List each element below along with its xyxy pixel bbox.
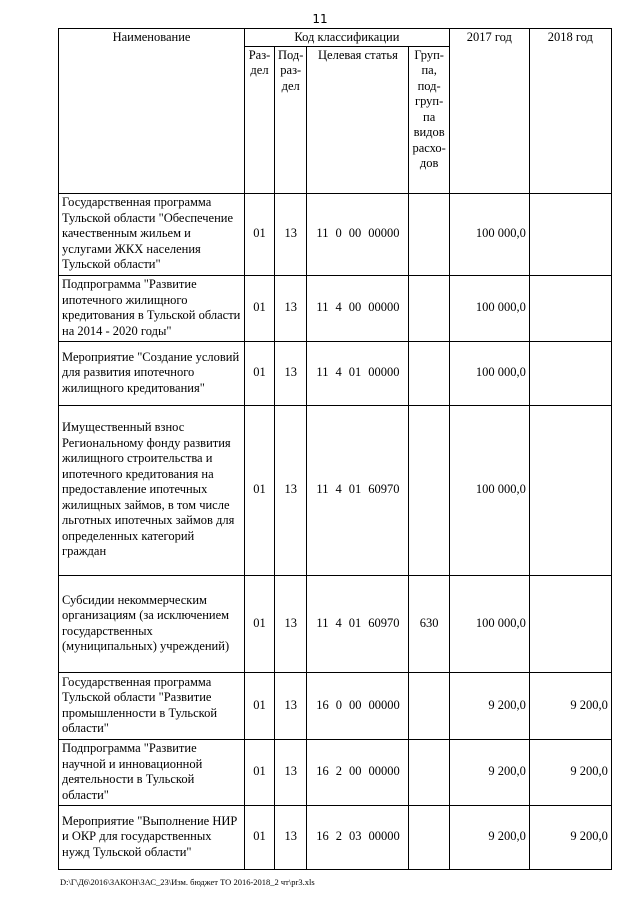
row-amount-2018: 9 200,0 — [529, 672, 611, 739]
footer-file-path: D:\Г\Д6\2016\ЗАКОН\ЗАС_23\Изм. бюджет ТО 2016-2018_2 чт\pr3.xls — [60, 877, 315, 887]
target-activity: 01 — [348, 482, 362, 497]
target-direction: 00000 — [368, 365, 400, 380]
row-amount-2017: 100 000,0 — [449, 575, 529, 672]
target-program: 11 — [316, 615, 329, 630]
header-2017: 2017 год — [449, 29, 529, 194]
target-direction: 60970 — [368, 482, 400, 497]
row-expense-group — [409, 739, 449, 805]
header-target-article: Целевая статья — [307, 46, 409, 193]
row-expense-group — [409, 672, 449, 739]
row-subsection: 13 — [275, 672, 307, 739]
row-section: 01 — [245, 275, 275, 341]
target-program: 11 — [316, 365, 329, 380]
row-expense-group — [409, 275, 449, 341]
row-subsection: 13 — [275, 739, 307, 805]
row-name: Мероприятие "Создание условий для развития ипотечного жилищного кредитования" — [59, 341, 245, 405]
table-header — [59, 29, 612, 194]
page-number: 11 — [312, 12, 328, 26]
header-expense-group: Груп- па, под- груп- па видов расхо- дов — [409, 46, 449, 193]
target-activity: 00 — [348, 226, 362, 241]
row-amount-2018 — [529, 193, 611, 275]
row-target-article — [307, 805, 409, 869]
row-subsection: 13 — [275, 805, 307, 869]
table-row — [59, 341, 612, 405]
header-section: Раз- дел — [245, 46, 275, 193]
row-section: 01 — [245, 575, 275, 672]
row-subsection: 13 — [275, 405, 307, 575]
header-name: Наименование — [59, 29, 245, 194]
row-amount-2017: 9 200,0 — [449, 672, 529, 739]
target-activity: 01 — [348, 615, 362, 630]
target-activity: 00 — [348, 300, 362, 315]
row-amount-2018: 9 200,0 — [529, 805, 611, 869]
target-subprogram: 2 — [335, 764, 342, 779]
target-direction: 00000 — [368, 764, 400, 779]
row-section: 01 — [245, 405, 275, 575]
target-subprogram: 2 — [335, 829, 342, 844]
row-expense-group: 630 — [409, 575, 449, 672]
row-section: 01 — [245, 805, 275, 869]
table-row — [59, 193, 612, 275]
row-target-article — [307, 341, 409, 405]
target-direction: 00000 — [368, 226, 400, 241]
table-row — [59, 805, 612, 869]
target-subprogram: 4 — [335, 365, 342, 380]
target-direction: 00000 — [368, 829, 400, 844]
header-subsection: Под- раз- дел — [275, 46, 307, 193]
row-section: 01 — [245, 739, 275, 805]
row-amount-2018 — [529, 575, 611, 672]
row-name: Мероприятие "Выполнение НИР и ОКР для государственных нужд Тульской области" — [59, 805, 245, 869]
target-activity: 03 — [348, 829, 362, 844]
target-program: 11 — [316, 226, 329, 241]
target-subprogram: 4 — [335, 615, 342, 630]
row-expense-group — [409, 405, 449, 575]
target-subprogram: 0 — [335, 226, 342, 241]
target-program: 11 — [316, 482, 329, 497]
table-body — [59, 193, 612, 869]
table-row — [59, 672, 612, 739]
table-row — [59, 575, 612, 672]
row-subsection: 13 — [275, 193, 307, 275]
row-expense-group — [409, 805, 449, 869]
row-target-article — [307, 739, 409, 805]
row-name: Подпрограмма "Развитие ипотечного жилищного кредитования в Тульской области на 2014 - 2020 годы" — [59, 275, 245, 341]
header-2018: 2018 год — [529, 29, 611, 194]
row-target-article — [307, 275, 409, 341]
row-target-article — [307, 575, 409, 672]
row-target-article — [307, 193, 409, 275]
row-amount-2018 — [529, 275, 611, 341]
table-row — [59, 275, 612, 341]
row-amount-2017: 100 000,0 — [449, 193, 529, 275]
header-classification-code: Код классификации — [245, 29, 450, 47]
row-amount-2017: 9 200,0 — [449, 739, 529, 805]
row-amount-2017: 9 200,0 — [449, 805, 529, 869]
table-row — [59, 739, 612, 805]
target-subprogram: 4 — [335, 482, 342, 497]
target-activity: 00 — [348, 764, 362, 779]
row-amount-2018 — [529, 341, 611, 405]
budget-table — [58, 28, 612, 870]
row-section: 01 — [245, 672, 275, 739]
row-amount-2017: 100 000,0 — [449, 275, 529, 341]
target-program: 16 — [316, 764, 329, 779]
row-name: Государственная программа Тульской области "Развитие промышленности в Тульской области" — [59, 672, 245, 739]
row-subsection: 13 — [275, 275, 307, 341]
row-amount-2018: 9 200,0 — [529, 739, 611, 805]
target-subprogram: 4 — [335, 300, 342, 315]
row-section: 01 — [245, 193, 275, 275]
target-activity: 00 — [348, 697, 362, 712]
target-program: 16 — [316, 829, 329, 844]
row-subsection: 13 — [275, 341, 307, 405]
row-subsection: 13 — [275, 575, 307, 672]
target-direction: 60970 — [368, 615, 400, 630]
row-section: 01 — [245, 341, 275, 405]
row-name: Подпрограмма "Развитие научной и инновационной деятельности в Тульской области" — [59, 739, 245, 805]
row-target-article — [307, 672, 409, 739]
target-program: 16 — [316, 697, 329, 712]
target-activity: 01 — [348, 365, 362, 380]
row-expense-group — [409, 341, 449, 405]
table-row — [59, 405, 612, 575]
target-program: 11 — [316, 300, 329, 315]
row-name: Субсидии некоммерческим организациям (за исключением государственных (муниципальных) учреждений) — [59, 575, 245, 672]
target-direction: 00000 — [368, 300, 400, 315]
row-target-article — [307, 405, 409, 575]
target-subprogram: 0 — [335, 697, 342, 712]
row-name: Имущественный взнос Региональному фонду развития жилищного строительства и ипотечного кредитования на предоставление ипотечных жилищных займов, в том числе льготных ипотечных займов для определенных категорий граждан — [59, 405, 245, 575]
row-name: Государственная программа Тульской области "Обеспечение качественным жильем и услугами ЖКХ населения Тульской области" — [59, 193, 245, 275]
row-expense-group — [409, 193, 449, 275]
target-direction: 00000 — [368, 697, 400, 712]
row-amount-2018 — [529, 405, 611, 575]
row-amount-2017: 100 000,0 — [449, 341, 529, 405]
row-amount-2017: 100 000,0 — [449, 405, 529, 575]
